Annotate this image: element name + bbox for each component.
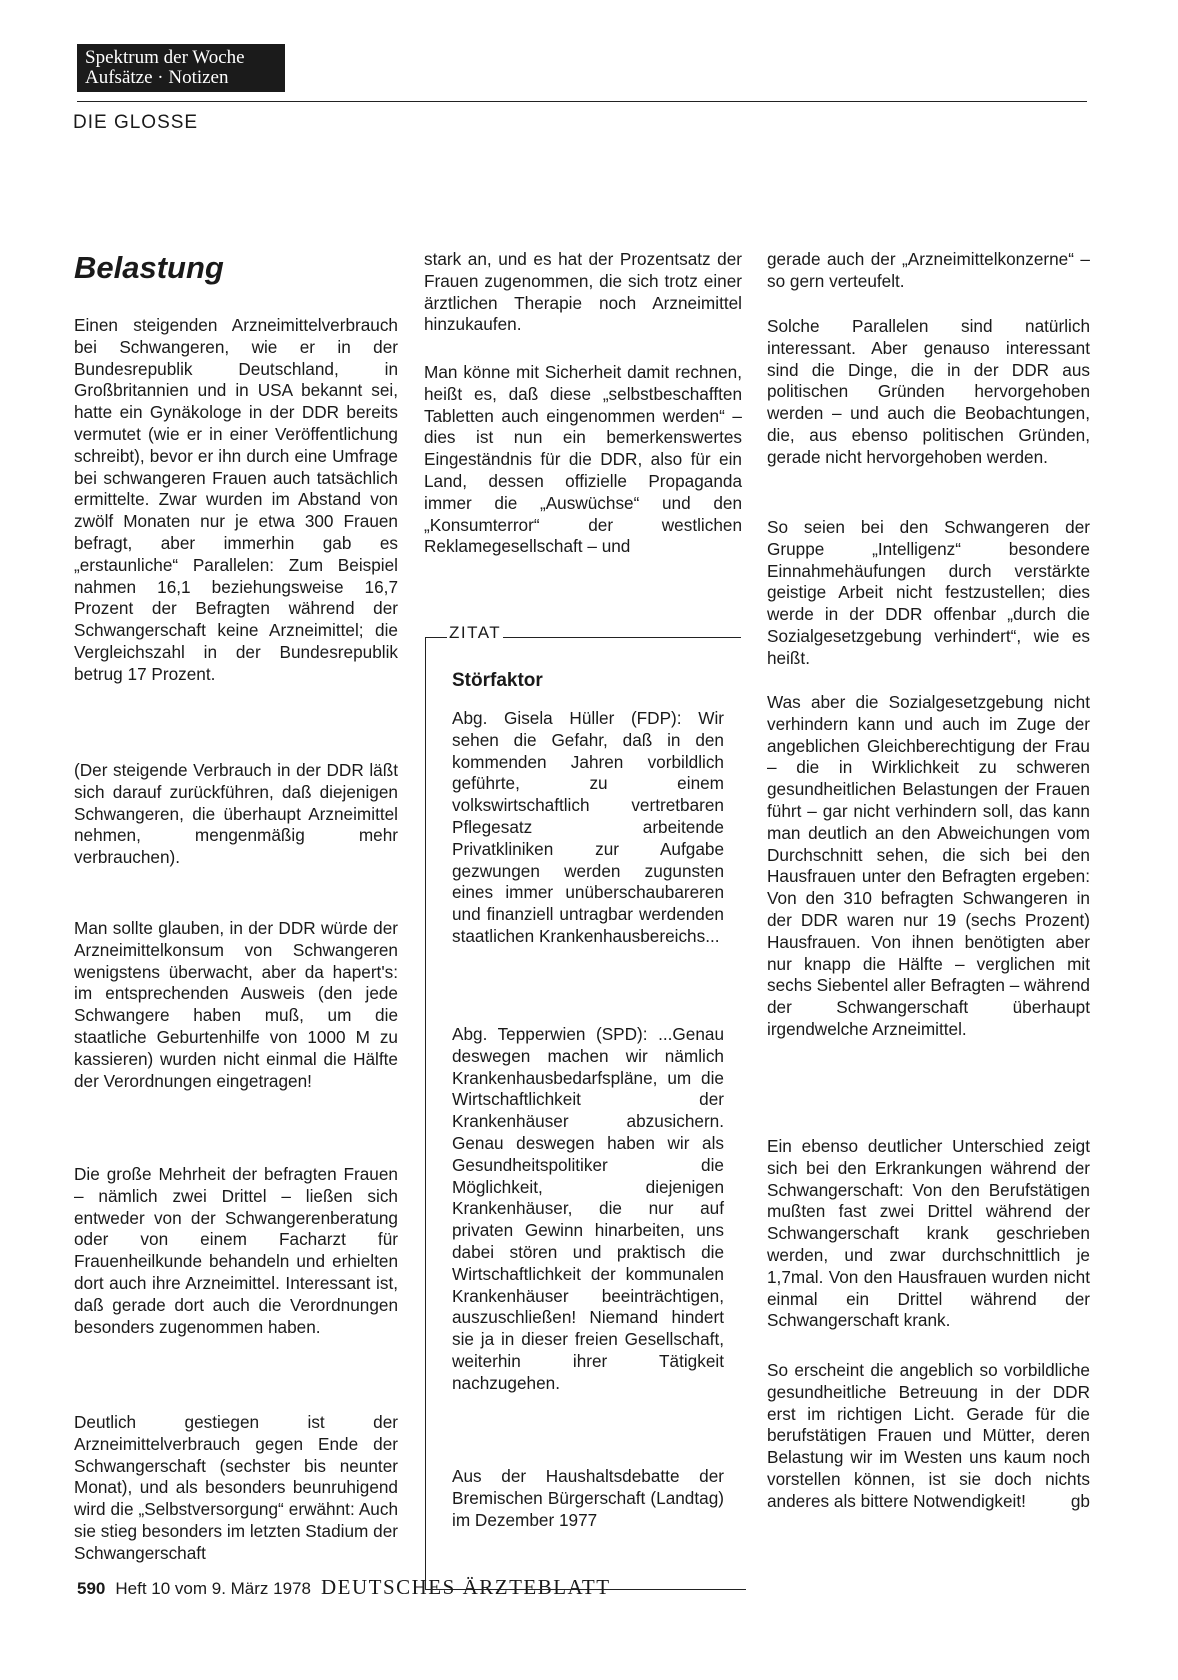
rubric-line-2: Aufsätze · Notizen (85, 67, 229, 88)
section-label: DIE GLOSSE (73, 112, 199, 133)
right-paragraph-2: Solche Parallelen sind natürlich interessant. Aber genauso interessant sind die Dinge, die in der DDR aus politischen Gründen hervorgehoben werden – und auch die Beobachtungen, die, aus ebenso politischen Gründen, gerade nicht hervorgehoben werden. (767, 316, 1090, 467)
quote-paragraph-2: Abg. Tepperwien (SPD): ...Genau deswegen machen wir nämlich Krankenhausbedarfspläne, um die Wirtschaftlichkeit der Krankenhäuser abzusichern. Genau deswegen haben wir als Gesundheitspolitiker die Möglichkeit, diejenigen Krankenhäuser, die nur auf privaten Gewinn hinarbeiten, uns dabei stören und praktisch die Wirtschaftlichkeit der kommunalen Krankenhäuser beeinträchtigen, auszuschließen! Niemand hindert sie ja in dieser freien Gesellschaft, weiterhin ihrer Tätigkeit nachzugehen. (452, 1024, 724, 1393)
left-paragraph-3: Man sollte glauben, in der DDR würde der Arzneimittelkonsum von Schwangeren wenigstens überwacht, aber da hapert's: im entsprechenden Ausweis (den jede Schwangere haben muß, um die staatliche Geburtenhilfe von 1000 M zu kassieren) wurden nicht einmal die Hälfte der Verordnungen eingetragen! (74, 918, 398, 1091)
right-paragraph-6 (767, 1360, 1090, 1513)
left-paragraph-4: Die große Mehrheit der befragten Frauen – nämlich zwei Drittel – ließen sich entweder von der Schwangerenberatung oder von einem Facharzt für Frauenheilkunde behandeln und erhielten dort auch ihre Arzneimittel. Interessant ist, daß gerade dort auch die Verordnungen besonders zugenommen haben. (74, 1164, 398, 1337)
quote-label: ZITAT (449, 623, 502, 642)
page-footer (77, 1575, 611, 1600)
header-rule (77, 101, 1087, 102)
journal-name: DEUTSCHES ÄRZTEBLATT (320, 1575, 611, 1599)
issue-info: Heft 10 vom 9. März 1978 (115, 1579, 311, 1598)
rubric-line-1: Spektrum der Woche (85, 47, 245, 68)
quote-source: Aus der Haushaltsdebatte der Bremischen Bürgerschaft (Landtag) im Dezember 1977 (452, 1466, 724, 1530)
rubric-box (77, 44, 285, 92)
middle-paragraph-2: Man könne mit Sicherheit damit rechnen, heißt es, daß diese „selbstbeschafften Tabletten auch eingenommen werden“ – dies ist nun ein bemerkenswertes Eingeständnis für die DDR, also für ein Land, dessen offizielle Propaganda immer die „Auswüchse“ und den „Konsumterror“ der westlichen Reklamegesellschaft – und (424, 362, 742, 557)
right-paragraph-1: gerade auch der „Arzneimittelkonzerne“ – so gern verteufelt. (767, 249, 1090, 291)
right-paragraph-4: Was aber die Sozialgesetzgebung nicht verhindern kann und auch im Zuge der angeblichen Gleichberechtigung der Frau – die in Wirklichkeit zu schweren gesundheitlichen Belastungen der Frauen führt – gar nicht verhindern soll, das kann man deutlich an den Abweichungen vom Durchschnitt sehen, die sich bei den Hausfrauen unter den Befragten ergeben: Von den 310 befragten Schwangeren in der DDR waren nur 19 (sechs Prozent) Hausfrauen. Von ihnen benötigten aber nur knapp die Hälfte – verglichen mit sechs Siebentel aller Befragten – während der Schwangerschaft überhaupt irgendwelche Arzneimittel. (767, 692, 1090, 1039)
left-paragraph-2: (Der steigende Verbrauch in der DDR läßt sich darauf zurückführen, daß diejenigen Schwangeren, die überhaupt Arzneimittel nehmen, mengenmäßig mehr verbrauchen). (74, 760, 398, 868)
right-paragraph-5: Ein ebenso deutlicher Unterschied zeigt sich bei den Erkrankungen während der Schwangerschaft: Von den Berufstätigen mußten fast zwei Drittel während der Schwangerschaft krank geschrieben werden, und zwar durchschnittlich je 1,7mal. Von den Hausfrauen wurden nicht einmal ein Drittel während der Schwangerschaft krank. (767, 1136, 1090, 1331)
right-paragraph-3: So seien bei den Schwangeren der Gruppe „Intelligenz“ besondere Einnahmehäufungen durch verstärkte geistige Arbeit nicht festzustellen; dies werde in der DDR offenbar „durch die Sozialgesetzgebung verhindert“, wie es heißt. (767, 517, 1090, 668)
middle-paragraph-1: stark an, und es hat der Prozentsatz der Frauen zugenommen, die sich trotz einer ärztlichen Therapie noch Arzneimittel hinzukaufen. (424, 249, 742, 335)
quote-paragraph-1: Abg. Gisela Hüller (FDP): Wir sehen die Gefahr, daß in den kommenden Jahren vorbildlich geführte, zu einem volkswirtschaftlich vertretbaren Pflegesatz arbeitende Privatkliniken zur Aufgabe gezwungen werden zugunsten eines immer unüberschaubareren und finanziell untragbar werdenden staatlichen Krankenhausbereichs... (452, 708, 724, 946)
author-signature: gb (1070, 1490, 1090, 1511)
right-paragraph-6-text: So erscheint die angeblich so vorbildliche gesundheitliche Betreuung in der DDR erst im richtigen Licht. Gerade für die berufstätigen Frauen und Mütter, deren Belastung wir im Westen uns kaum noch vorstellen können, ist sie doch nichts anderes als bittere Notwendigkeit! (767, 1360, 1090, 1511)
quote-title: Störfaktor (452, 670, 543, 691)
left-paragraph-1: Einen steigenden Arzneimittelverbrauch bei Schwangeren, wie er in der Bundesrepublik Deutschland, in Großbritannien und in USA bekannt sei, hatte ein Gynäkologe in der DDR bereits vermutet (wie er in einer Veröffentlichung schreibt), bevor er ihn durch eine Umfrage bei schwangeren Frauen auch tatsächlich ermittelte. Zwar wurden im Abstand von zwölf Monaten nur je etwa 300 Frauen befragt, aber immerhin gab es „erstaunliche“ Parallelen: Zum Beispiel nahmen 16,1 beziehungsweise 16,7 Prozent der Befragten während der Schwangerschaft keine Arzneimittel; die Vergleichszahl in der Bundesrepublik betrug 17 Prozent. (74, 315, 398, 684)
page-number: 590 (77, 1579, 106, 1598)
left-paragraph-5: Deutlich gestiegen ist der Arzneimittelverbrauch gegen Ende der Schwangerschaft (sechster bis neunter Monat), und als besonders beunruhigend wird die „Selbstversorgung“ erwähnt: Auch sie stieg besonders im letzten Stadium der Schwangerschaft (74, 1412, 398, 1563)
article-title: Belastung (74, 250, 224, 285)
